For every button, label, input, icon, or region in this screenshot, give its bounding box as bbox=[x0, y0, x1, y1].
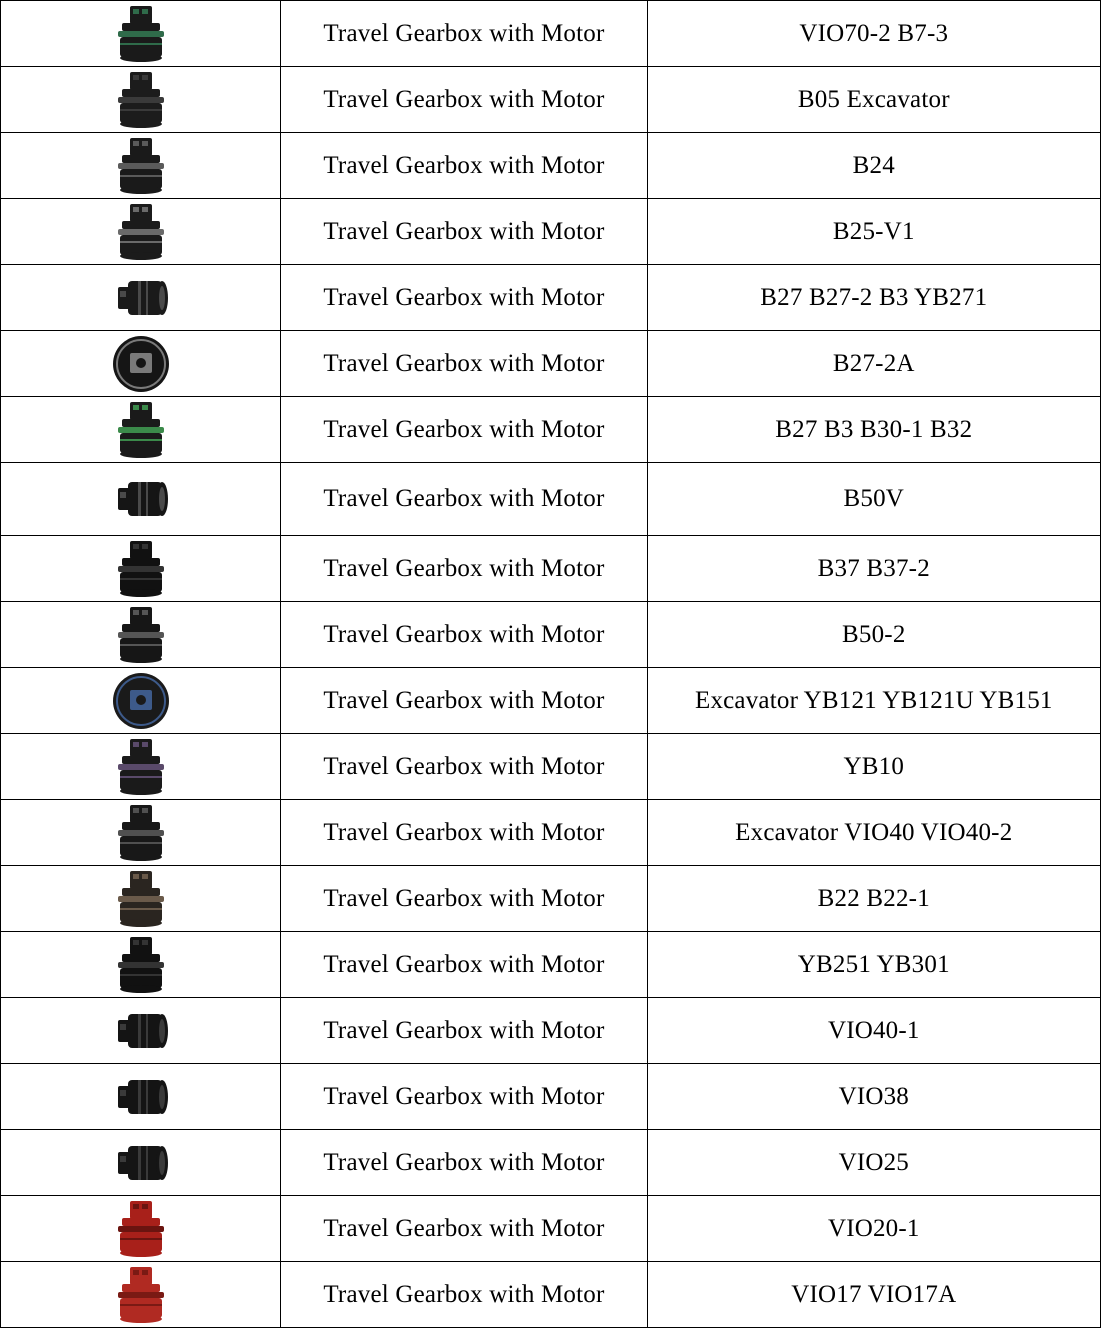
motor-upright-icon bbox=[1, 1264, 280, 1326]
table-row bbox=[1, 331, 1101, 397]
product-description: Travel Gearbox with Motor bbox=[281, 668, 647, 734]
product-model: B22 B22-1 bbox=[647, 866, 1100, 932]
table-row bbox=[1, 199, 1101, 265]
motor-upright-icon bbox=[1, 201, 280, 263]
table-row bbox=[1, 133, 1101, 199]
product-description: Travel Gearbox with Motor bbox=[281, 536, 647, 602]
table-body bbox=[1, 1, 1101, 1328]
product-image-cell bbox=[1, 602, 281, 668]
table-row bbox=[1, 1130, 1101, 1196]
table-row bbox=[1, 1262, 1101, 1328]
product-model: YB251 YB301 bbox=[647, 932, 1100, 998]
table-row bbox=[1, 932, 1101, 998]
motor-upright-icon bbox=[1, 1198, 280, 1260]
product-model: B37 B37-2 bbox=[647, 536, 1100, 602]
product-image-cell bbox=[1, 998, 281, 1064]
product-description: Travel Gearbox with Motor bbox=[281, 331, 647, 397]
table-row bbox=[1, 602, 1101, 668]
table-row bbox=[1, 397, 1101, 463]
table-row bbox=[1, 1, 1101, 67]
motor-upright-icon bbox=[1, 934, 280, 996]
product-description: Travel Gearbox with Motor bbox=[281, 602, 647, 668]
table-row bbox=[1, 668, 1101, 734]
motor-upright-icon bbox=[1, 736, 280, 798]
motor-upright-icon bbox=[1, 399, 280, 461]
product-model: VIO40-1 bbox=[647, 998, 1100, 1064]
product-model: B50V bbox=[647, 463, 1100, 536]
product-image-cell bbox=[1, 67, 281, 133]
product-description: Travel Gearbox with Motor bbox=[281, 67, 647, 133]
product-description: Travel Gearbox with Motor bbox=[281, 199, 647, 265]
table-row bbox=[1, 536, 1101, 602]
product-description: Travel Gearbox with Motor bbox=[281, 734, 647, 800]
product-image-cell bbox=[1, 800, 281, 866]
motor-upright-icon bbox=[1, 3, 280, 65]
product-description: Travel Gearbox with Motor bbox=[281, 1196, 647, 1262]
product-model: B05 Excavator bbox=[647, 67, 1100, 133]
product-description: Travel Gearbox with Motor bbox=[281, 932, 647, 998]
product-image-cell bbox=[1, 536, 281, 602]
product-image-cell bbox=[1, 397, 281, 463]
motor-side-icon bbox=[1, 468, 280, 530]
motor-upright-icon bbox=[1, 802, 280, 864]
product-model: B25-V1 bbox=[647, 199, 1100, 265]
table-row bbox=[1, 1196, 1101, 1262]
motor-front-icon bbox=[1, 670, 280, 732]
product-model: Excavator YB121 YB121U YB151 bbox=[647, 668, 1100, 734]
product-description: Travel Gearbox with Motor bbox=[281, 1130, 647, 1196]
product-model: B50-2 bbox=[647, 602, 1100, 668]
product-model: VIO38 bbox=[647, 1064, 1100, 1130]
product-image-cell bbox=[1, 199, 281, 265]
product-image-cell bbox=[1, 866, 281, 932]
product-image-cell bbox=[1, 1130, 281, 1196]
product-description: Travel Gearbox with Motor bbox=[281, 133, 647, 199]
motor-front-icon bbox=[1, 333, 280, 395]
product-model: YB10 bbox=[647, 734, 1100, 800]
product-description: Travel Gearbox with Motor bbox=[281, 800, 647, 866]
product-model: B27 B3 B30-1 B32 bbox=[647, 397, 1100, 463]
product-description: Travel Gearbox with Motor bbox=[281, 1, 647, 67]
product-description: Travel Gearbox with Motor bbox=[281, 265, 647, 331]
product-model: B27-2A bbox=[647, 331, 1100, 397]
product-image-cell bbox=[1, 331, 281, 397]
motor-upright-icon bbox=[1, 604, 280, 666]
product-model: B27 B27-2 B3 YB271 bbox=[647, 265, 1100, 331]
table-row bbox=[1, 866, 1101, 932]
product-image-cell bbox=[1, 1196, 281, 1262]
motor-upright-icon bbox=[1, 538, 280, 600]
motor-upright-icon bbox=[1, 868, 280, 930]
product-description: Travel Gearbox with Motor bbox=[281, 998, 647, 1064]
table-row bbox=[1, 734, 1101, 800]
product-description: Travel Gearbox with Motor bbox=[281, 463, 647, 536]
product-description: Travel Gearbox with Motor bbox=[281, 1064, 647, 1130]
table-row bbox=[1, 1064, 1101, 1130]
product-image-cell bbox=[1, 1064, 281, 1130]
table-row bbox=[1, 800, 1101, 866]
product-description: Travel Gearbox with Motor bbox=[281, 397, 647, 463]
product-model: VIO25 bbox=[647, 1130, 1100, 1196]
product-model: VIO70-2 B7-3 bbox=[647, 1, 1100, 67]
product-model: Excavator VIO40 VIO40-2 bbox=[647, 800, 1100, 866]
product-image-cell bbox=[1, 463, 281, 536]
product-image-cell bbox=[1, 734, 281, 800]
product-model: VIO17 VIO17A bbox=[647, 1262, 1100, 1328]
product-description: Travel Gearbox with Motor bbox=[281, 866, 647, 932]
table-row bbox=[1, 67, 1101, 133]
product-image-cell bbox=[1, 668, 281, 734]
product-image-cell bbox=[1, 133, 281, 199]
table-row bbox=[1, 463, 1101, 536]
motor-side-icon bbox=[1, 1000, 280, 1062]
product-model: B24 bbox=[647, 133, 1100, 199]
product-image-cell bbox=[1, 1, 281, 67]
product-image-cell bbox=[1, 265, 281, 331]
table-row bbox=[1, 265, 1101, 331]
product-model: VIO20-1 bbox=[647, 1196, 1100, 1262]
motor-side-icon bbox=[1, 1066, 280, 1128]
product-image-cell bbox=[1, 932, 281, 998]
table-row bbox=[1, 998, 1101, 1064]
motor-side-icon bbox=[1, 267, 280, 329]
motor-upright-icon bbox=[1, 135, 280, 197]
motor-upright-icon bbox=[1, 69, 280, 131]
product-image-cell bbox=[1, 1262, 281, 1328]
product-description: Travel Gearbox with Motor bbox=[281, 1262, 647, 1328]
motor-side-icon bbox=[1, 1132, 280, 1194]
